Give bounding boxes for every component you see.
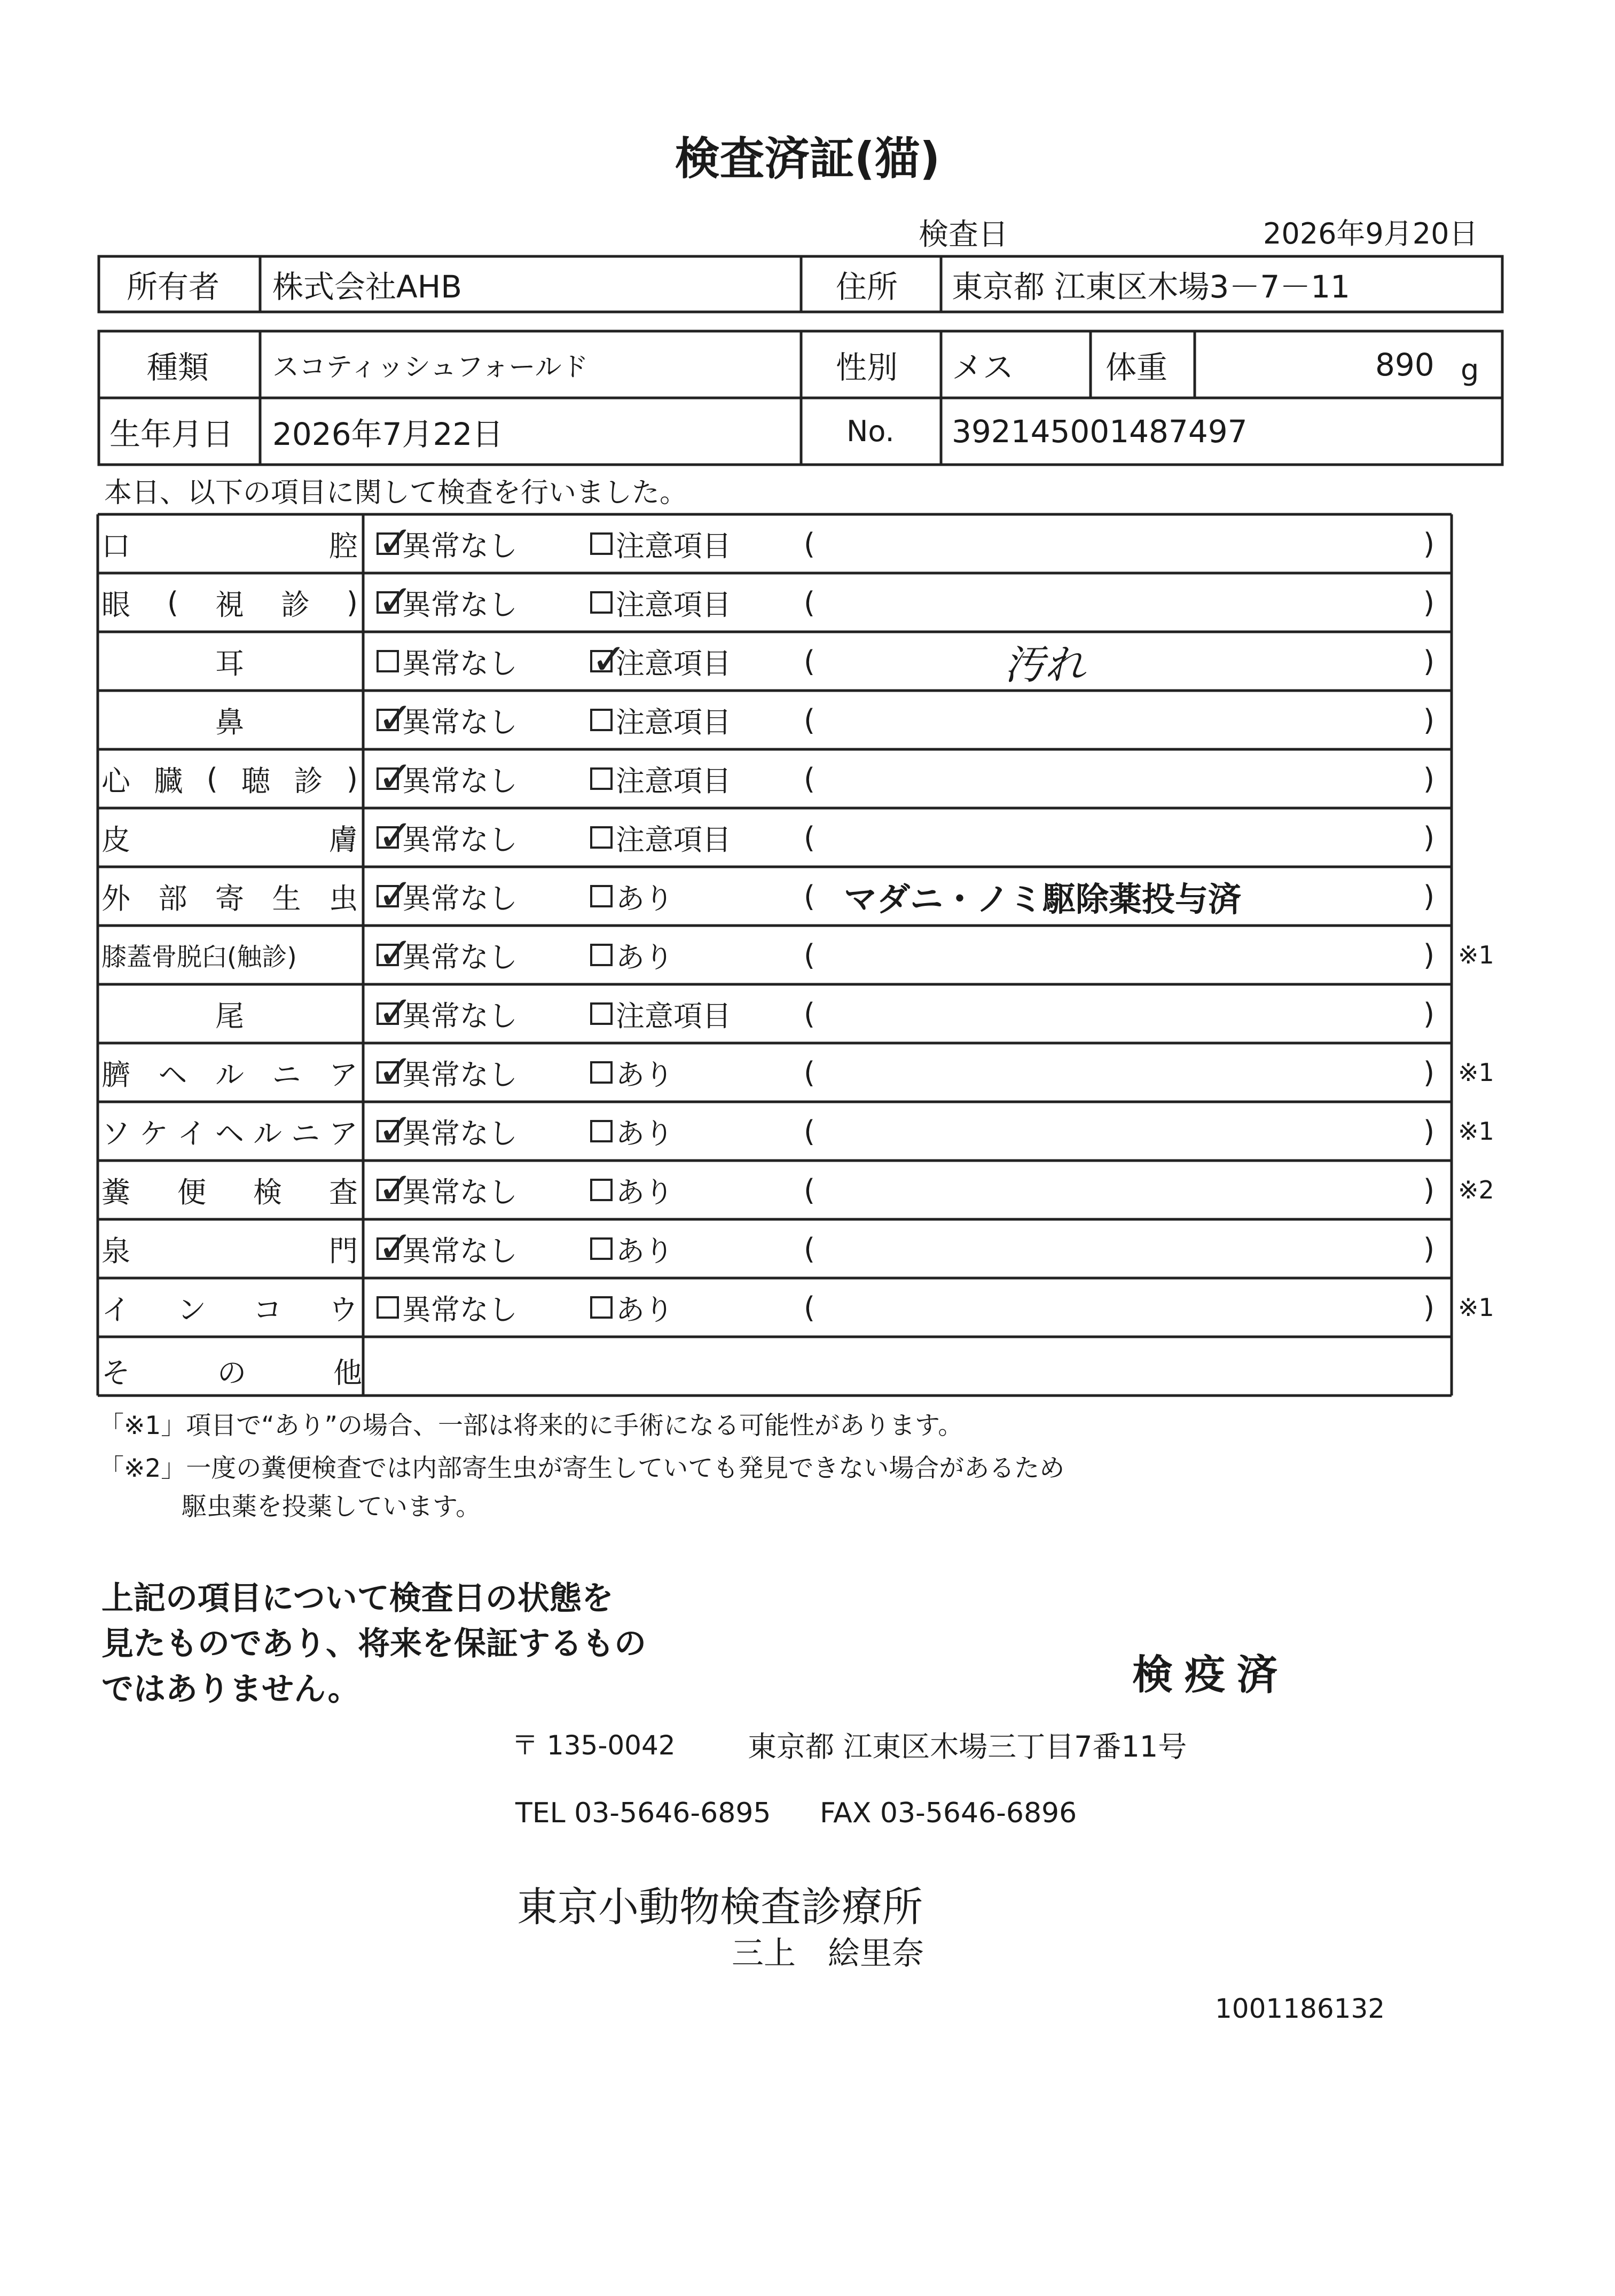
footnote-mark: ※1 — [1458, 1117, 1494, 1146]
inspection-item-name: イ ン コ ウ — [101, 1292, 358, 1327]
inspection-row — [0, 573, 1615, 632]
option-flag[interactable] — [590, 1219, 673, 1278]
clinic-address: 東京都 江東区木場三丁目7番11号 — [748, 1730, 1187, 1764]
disclaimer-line-1: 上記の項目について検査日の状態を — [101, 1580, 614, 1617]
inspection-item-name: 糞 便 検 査 — [101, 1175, 358, 1209]
checkbox[interactable] — [377, 576, 414, 625]
paren-open: ( — [804, 527, 816, 561]
inspection-item-name: 尾 — [215, 999, 244, 1033]
option-label: 異常なし — [402, 587, 518, 622]
number-label: No. — [846, 414, 895, 448]
inspection-row — [0, 632, 1615, 691]
paren-close: ) — [1423, 820, 1435, 855]
inspection-item-name: 皮 膚 — [101, 822, 358, 857]
option-normal[interactable] — [377, 984, 518, 1043]
checkbox[interactable] — [590, 1002, 613, 1025]
option-flag[interactable] — [590, 632, 731, 691]
paren-open: ( — [804, 879, 816, 913]
option-label: 注意項目 — [616, 705, 731, 739]
paren-close: ) — [1423, 879, 1435, 913]
option-normal[interactable] — [377, 1219, 518, 1278]
option-label: あり — [616, 1234, 673, 1268]
inspection-row — [0, 867, 1615, 926]
inspection-row — [0, 1161, 1615, 1219]
address-label: 住所 — [836, 269, 898, 305]
inspection-row — [0, 1219, 1615, 1278]
footnote-mark: ※2 — [1458, 1176, 1494, 1204]
document-title: 検査済証(猫) — [675, 132, 940, 185]
option-flag[interactable] — [590, 514, 731, 573]
inspection-row — [0, 1278, 1615, 1337]
option-flag[interactable] — [590, 573, 731, 632]
check-icon: ✓ — [378, 752, 414, 802]
option-label: 注意項目 — [616, 587, 731, 622]
option-normal[interactable] — [377, 691, 518, 749]
option-label: 異常なし — [402, 764, 518, 798]
owner-value: 株式会社AHB — [272, 269, 462, 305]
paren-close: ) — [1423, 1114, 1435, 1148]
inspection-item-name: 鼻 — [215, 705, 244, 739]
inspection-row — [0, 926, 1615, 984]
check-icon: ✓ — [591, 634, 628, 684]
option-flag[interactable] — [590, 749, 731, 808]
checkbox[interactable] — [590, 709, 613, 731]
inspection-stamp: 検疫済 — [1132, 1651, 1289, 1698]
checkbox[interactable] — [377, 693, 414, 743]
option-label: 異常なし — [402, 646, 518, 680]
clinic-tel: TEL 03-5646-6895 — [515, 1797, 771, 1829]
paren-open: ( — [804, 1055, 816, 1090]
weight-unit: g — [1461, 353, 1479, 387]
paren-open: ( — [804, 1173, 816, 1207]
paren-open: ( — [804, 703, 816, 737]
inspection-row — [0, 1043, 1615, 1102]
option-label: あり — [616, 1057, 673, 1092]
checkbox[interactable] — [377, 1296, 399, 1319]
option-label: 異常なし — [402, 1116, 518, 1150]
checkbox[interactable] — [590, 826, 613, 849]
option-flag[interactable] — [590, 1161, 673, 1219]
owner-label: 所有者 — [127, 269, 220, 305]
breed-value: スコティッシュフォールド — [272, 351, 589, 382]
inspection-row — [0, 984, 1615, 1043]
birth-value: 2026年7月22日 — [272, 416, 504, 452]
checkbox[interactable] — [590, 885, 613, 907]
checkbox[interactable] — [590, 1296, 613, 1319]
inspection-row — [0, 691, 1615, 749]
inspection-item-name: 心 臓 ( 聴 診 ) — [101, 762, 358, 798]
option-flag[interactable] — [590, 1102, 673, 1161]
checkbox[interactable] — [377, 811, 414, 860]
checkbox[interactable] — [590, 591, 613, 614]
inspection-row — [0, 749, 1615, 808]
address-value: 東京都 江東区木場3－7－11 — [952, 269, 1351, 305]
sex-value: メス — [952, 349, 1014, 386]
option-normal[interactable] — [377, 1043, 518, 1102]
check-icon: ✓ — [378, 1163, 414, 1213]
option-normal[interactable] — [377, 632, 518, 691]
option-label: 異常なし — [402, 529, 518, 563]
paren-close: ) — [1423, 585, 1435, 620]
checkbox[interactable] — [377, 517, 414, 567]
option-label: 異常なし — [402, 1175, 518, 1209]
clinic-name: 東京小動物検査診療所 — [517, 1883, 923, 1931]
note-2: 「※2」一度の糞便検査では内部寄生虫が寄生していても発見できない場合があるため — [99, 1454, 1065, 1483]
note-3: 駆虫薬を投薬しています。 — [182, 1492, 481, 1522]
inspection-item-name: 口 腔 — [101, 529, 358, 563]
checkbox[interactable] — [377, 752, 414, 802]
checkbox[interactable] — [377, 650, 399, 672]
checkbox[interactable] — [377, 1046, 414, 1095]
paren-open: ( — [804, 644, 816, 678]
option-label: 注意項目 — [616, 764, 731, 798]
inspection-item-name: ソ ケ イ ヘ ル ニ ア — [101, 1116, 358, 1150]
option-label: 異常なし — [402, 940, 518, 974]
option-label: 異常なし — [402, 1057, 518, 1092]
option-flag[interactable] — [590, 1043, 673, 1102]
paren-open: ( — [804, 820, 816, 855]
option-flag[interactable] — [590, 808, 731, 867]
footnote-mark: ※1 — [1458, 1293, 1494, 1322]
footnote-mark: ※1 — [1458, 941, 1494, 969]
inspection-item-name: 耳 — [215, 646, 244, 680]
exam-date-label: 検査日 — [919, 217, 1008, 252]
checkbox[interactable] — [590, 634, 628, 684]
paren-open: ( — [804, 938, 816, 972]
option-label: 注意項目 — [616, 822, 731, 857]
inspection-item-name: 外 部 寄 生 虫 — [101, 881, 358, 915]
option-label: あり — [616, 940, 673, 974]
paren-close: ) — [1423, 938, 1435, 972]
paren-close: ) — [1423, 527, 1435, 561]
checkbox[interactable] — [377, 987, 414, 1037]
check-icon: ✓ — [378, 869, 414, 919]
checkbox[interactable] — [590, 767, 613, 790]
checkbox[interactable] — [377, 1222, 414, 1272]
check-icon: ✓ — [378, 517, 414, 567]
option-normal[interactable] — [377, 573, 518, 632]
paren-open: ( — [804, 762, 816, 796]
option-normal[interactable] — [377, 867, 518, 926]
check-icon: ✓ — [378, 811, 414, 860]
option-normal[interactable] — [377, 926, 518, 984]
option-label: 異常なし — [402, 822, 518, 857]
checkbox[interactable] — [377, 1163, 414, 1213]
number-value: 392145001487497 — [952, 413, 1248, 450]
checkbox[interactable] — [377, 928, 414, 978]
check-icon: ✓ — [378, 576, 414, 625]
paren-close: ) — [1423, 1290, 1435, 1325]
birth-label: 生年月日 — [109, 416, 234, 452]
option-flag[interactable] — [590, 691, 731, 749]
option-normal[interactable] — [377, 808, 518, 867]
checkbox[interactable] — [590, 944, 613, 966]
checkbox[interactable] — [590, 1061, 613, 1084]
inspection-row — [0, 514, 1615, 573]
checkbox[interactable] — [377, 869, 414, 919]
inspection-row — [0, 808, 1615, 867]
checkbox[interactable] — [590, 1120, 613, 1142]
breed-label: 種類 — [147, 349, 209, 386]
weight-label: 体重 — [1106, 349, 1168, 386]
checkbox[interactable] — [590, 532, 613, 555]
inspection-item-name: 泉 門 — [101, 1234, 358, 1268]
paren-close: ) — [1423, 1173, 1435, 1207]
check-icon: ✓ — [378, 987, 414, 1037]
option-normal[interactable] — [377, 1161, 518, 1219]
note-1: 「※1」項目で“あり”の場合、一部は将来的に手術になる可能性があります。 — [99, 1411, 963, 1440]
option-label: 異常なし — [402, 705, 518, 739]
option-label: あり — [616, 1116, 673, 1150]
option-normal[interactable] — [377, 749, 518, 808]
check-icon: ✓ — [378, 1046, 414, 1095]
clinic-postal: 〒 135-0042 — [512, 1730, 676, 1761]
option-label: 異常なし — [402, 1234, 518, 1268]
option-normal[interactable] — [377, 1102, 518, 1161]
option-label: あり — [616, 881, 673, 915]
inspection-item-name: 膝蓋骨脱臼(触診) — [101, 942, 297, 972]
clinic-person: 三上 絵里奈 — [732, 1935, 924, 1972]
option-normal[interactable] — [377, 1278, 518, 1337]
intro-text: 本日、以下の項目に関して検査を行いました。 — [104, 477, 688, 509]
paren-open: ( — [804, 585, 816, 620]
paren-close: ) — [1423, 997, 1435, 1031]
disclaimer-line-2: 見たものであり、将来を保証するもの — [101, 1625, 646, 1663]
option-label: 異常なし — [402, 1292, 518, 1327]
option-flag[interactable] — [590, 984, 731, 1043]
inspection-item-name: 眼 ( 視 診 ) — [101, 585, 358, 622]
option-label: あり — [616, 1292, 673, 1327]
paren-close: ) — [1423, 1232, 1435, 1266]
paren-open: ( — [804, 1232, 816, 1266]
clinic-fax: FAX 03-5646-6896 — [820, 1797, 1077, 1829]
weight-value: 890 — [1375, 346, 1434, 383]
option-flag[interactable] — [590, 1278, 673, 1337]
paren-close: ) — [1423, 644, 1435, 678]
option-label: 注意項目 — [616, 999, 731, 1033]
option-label: 異常なし — [402, 999, 518, 1033]
footnote-mark: ※1 — [1458, 1058, 1494, 1087]
paren-open: ( — [804, 1290, 816, 1325]
paren-close: ) — [1423, 1055, 1435, 1090]
check-icon: ✓ — [378, 1104, 414, 1154]
checkbox[interactable] — [590, 1237, 613, 1260]
inspection-remark: 汚れ — [1004, 640, 1085, 688]
paren-close: ) — [1423, 762, 1435, 796]
sex-label: 性別 — [836, 349, 898, 386]
option-flag[interactable] — [590, 926, 673, 984]
exam-date-value: 2026年9月20日 — [1263, 217, 1478, 250]
option-label: 注意項目 — [616, 646, 731, 680]
document-id: 1001186132 — [1215, 1993, 1385, 2024]
check-icon: ✓ — [378, 928, 414, 978]
paren-open: ( — [804, 1114, 816, 1148]
paren-close: ) — [1423, 703, 1435, 737]
checkbox[interactable] — [377, 1104, 414, 1154]
inspection-remark: マダニ・ノミ駆除薬投与済 — [844, 879, 1242, 919]
option-label: あり — [616, 1175, 673, 1209]
check-icon: ✓ — [378, 1222, 414, 1272]
option-normal[interactable] — [377, 514, 518, 573]
paren-open: ( — [804, 997, 816, 1031]
option-label: 注意項目 — [616, 529, 731, 563]
option-label: 異常なし — [402, 881, 518, 915]
disclaimer-line-3: ではありません。 — [101, 1671, 360, 1708]
inspection-item-name: 臍 ヘ ル ニ ア — [101, 1057, 358, 1092]
other-label: そ の 他 — [101, 1355, 362, 1390]
option-flag[interactable] — [590, 867, 673, 926]
checkbox[interactable] — [590, 1179, 613, 1201]
inspection-row — [0, 1102, 1615, 1161]
check-icon: ✓ — [378, 693, 414, 743]
